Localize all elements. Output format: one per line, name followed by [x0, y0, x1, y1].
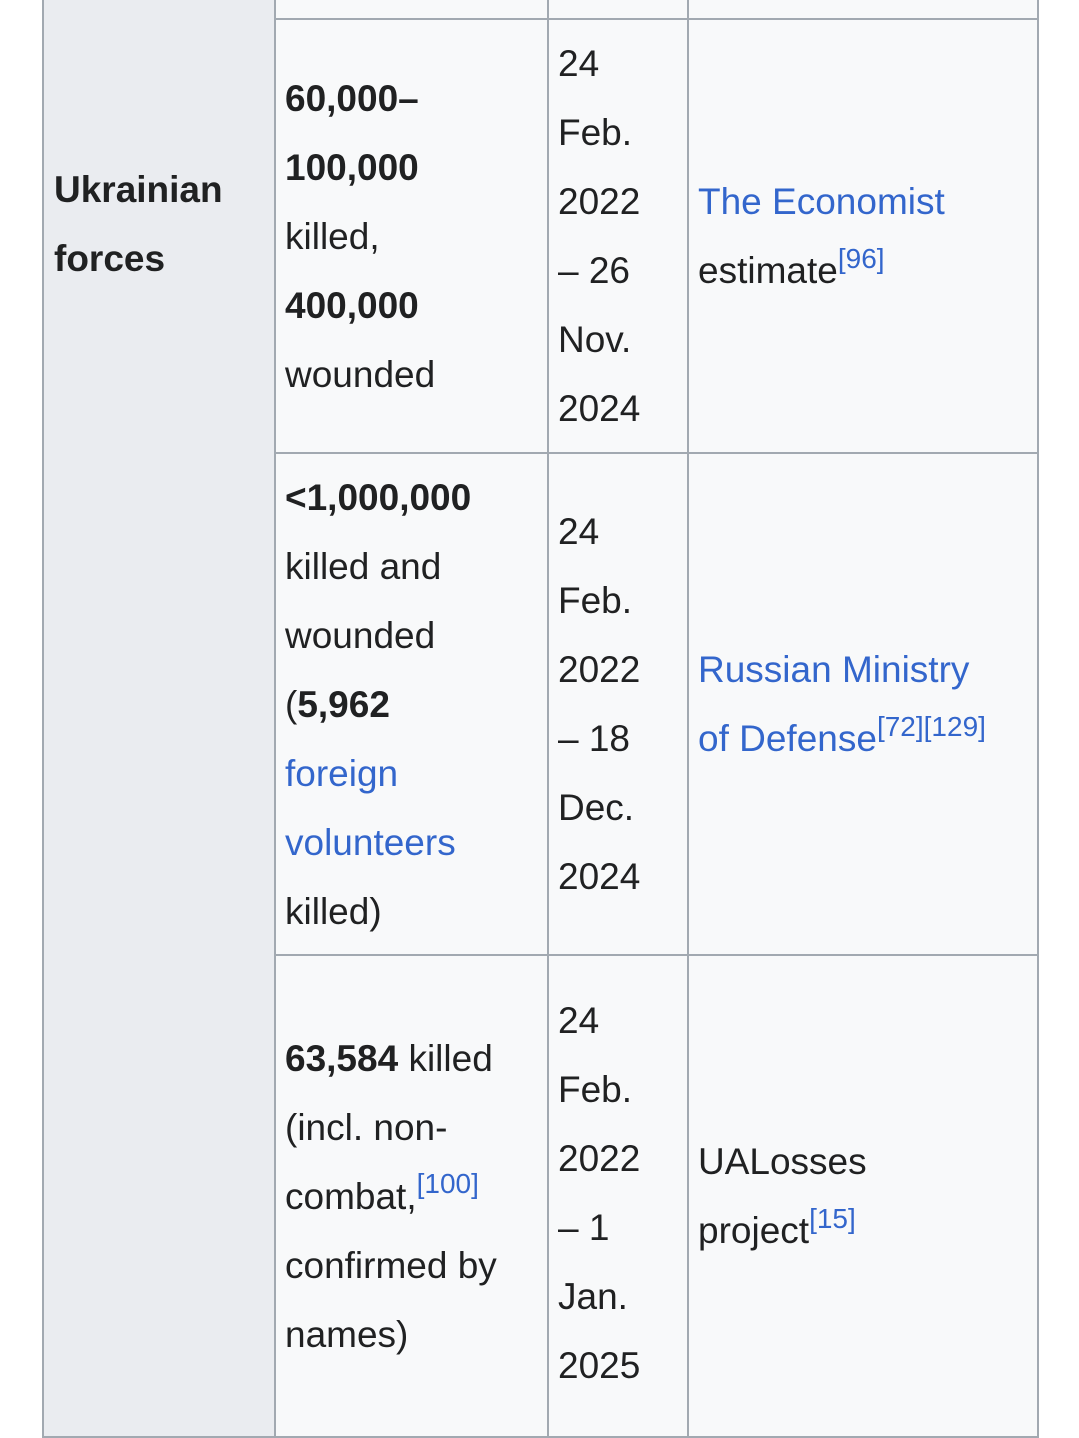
estimate-text: confirmed by	[285, 1244, 497, 1286]
estimate-text: wounded	[285, 614, 436, 656]
period-line: – 18	[558, 718, 631, 759]
source-link-russian-mod[interactable]: of Defense	[698, 718, 877, 759]
source-text: UALosses	[698, 1141, 867, 1182]
estimate-cell	[275, 19, 548, 453]
source-text: project	[698, 1210, 810, 1251]
period-cell	[548, 453, 688, 955]
period-line: 2024	[558, 388, 641, 429]
side-header-line2: forces	[54, 238, 166, 279]
foreign-volunteers-link[interactable]: volunteers	[285, 821, 456, 863]
casualties-table	[42, 0, 1039, 1438]
estimate-value: 100,000	[285, 146, 419, 188]
period-line: Nov.	[558, 319, 632, 360]
estimate-cell	[275, 453, 548, 955]
side-header-cell	[43, 0, 275, 1437]
foreign-volunteers-link[interactable]: foreign	[285, 752, 399, 794]
period-line: Jan.	[558, 1276, 628, 1317]
estimate-text: names)	[285, 1313, 409, 1355]
estimate-cell-previous	[275, 0, 548, 19]
period-line: – 1	[558, 1207, 610, 1248]
period-line: 2024	[558, 856, 641, 897]
estimate-text: killed)	[285, 890, 382, 932]
estimate-cell	[275, 955, 548, 1437]
period-cell	[548, 955, 688, 1437]
source-link-russian-mod[interactable]: Russian Ministry	[698, 649, 970, 690]
source-cell	[688, 19, 1038, 453]
estimate-text: (incl. non-	[285, 1106, 448, 1148]
source-link-the-economist[interactable]: The Economist	[698, 181, 945, 222]
source-cell-previous	[688, 0, 1038, 19]
table-row-previous	[43, 0, 1038, 19]
source-text: estimate	[698, 250, 838, 291]
reference-link[interactable]: [100]	[416, 1168, 479, 1200]
period-line: Feb.	[558, 580, 633, 621]
period-cell-previous	[548, 0, 688, 19]
estimate-value: 60,000–	[285, 77, 419, 119]
period-line: 24	[558, 43, 600, 84]
estimate-value: 5,962	[297, 683, 390, 725]
estimate-text: wounded	[285, 353, 436, 395]
estimate-value: <1,000,000	[285, 476, 472, 518]
reference-link[interactable]: [129]	[923, 710, 986, 742]
period-line: 2022	[558, 1138, 641, 1179]
estimate-value: 400,000	[285, 284, 419, 326]
source-cell	[688, 453, 1038, 955]
period-line: Feb.	[558, 112, 633, 153]
side-header-line1: Ukrainian	[54, 169, 223, 210]
period-line: 24	[558, 511, 600, 552]
estimate-text: killed and	[285, 545, 442, 587]
estimate-paren: (	[285, 683, 298, 725]
estimate-text: combat,	[285, 1175, 417, 1217]
estimate-text: killed	[398, 1037, 493, 1079]
period-cell	[548, 19, 688, 453]
reference-link[interactable]: [96]	[837, 242, 885, 274]
reference-link[interactable]: [15]	[809, 1202, 856, 1234]
period-line: – 26	[558, 250, 631, 291]
period-line: 2022	[558, 181, 641, 222]
estimate-text: killed,	[285, 215, 380, 257]
period-line: 2022	[558, 649, 641, 690]
period-line: 24	[558, 1000, 600, 1041]
period-line: Dec.	[558, 787, 635, 828]
estimate-value: 63,584	[285, 1037, 399, 1079]
source-cell	[688, 955, 1038, 1437]
reference-link[interactable]: [72]	[876, 710, 924, 742]
period-line: 2025	[558, 1345, 641, 1386]
period-line: Feb.	[558, 1069, 633, 1110]
